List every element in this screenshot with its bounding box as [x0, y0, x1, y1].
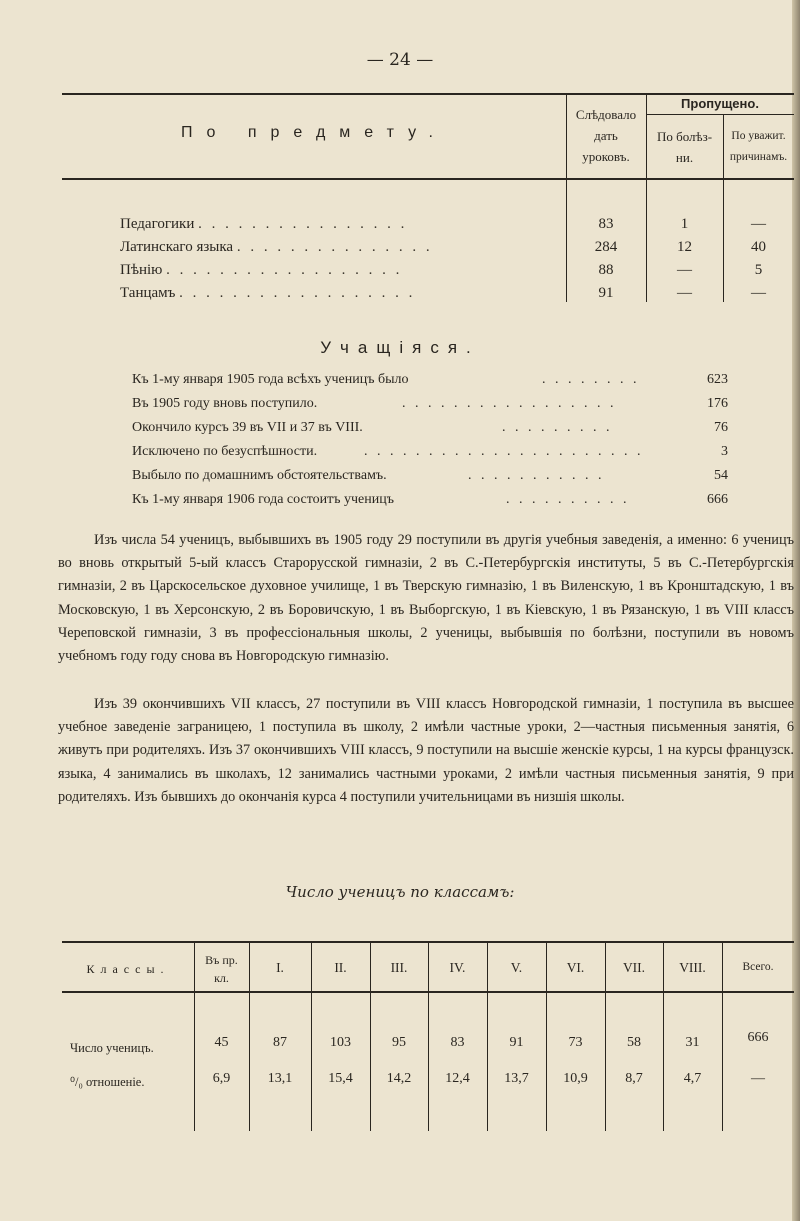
- count-row-label: Число ученицъ.: [70, 1041, 154, 1055]
- valid-value: 40: [751, 239, 766, 255]
- percent-cell: 12,4: [445, 1071, 470, 1086]
- count-cell: 87: [273, 1035, 287, 1050]
- count-cell: 45: [214, 1035, 229, 1050]
- students-title: Учащіяся.: [320, 338, 480, 357]
- subject-column-header: По предмету.: [180, 124, 447, 141]
- col-header-total: Всего.: [742, 961, 774, 973]
- illness-value: —: [677, 285, 692, 301]
- illness-value: —: [677, 262, 692, 278]
- col-header: I.: [276, 960, 284, 975]
- col-header: VI.: [566, 960, 585, 975]
- percent-cell: 13,7: [504, 1071, 529, 1086]
- valid-value: —: [751, 216, 766, 232]
- paragraph-withdrawn: Изъ числа 54 ученицъ, выбывшихъ въ 1905 году 29 поступили въ другія учебныя заведенія, а именно: 6 ученицъ во вновь открытый 5-ый классъ Старорусской гимназіи, 2 въ С.-Петербургскія институты, 5 въ С.-Петербургскія гимназіи, 2 въ Царскосельское духовное училище, 1 въ Тверскую гимназію, 1 въ Виленскую, 1 въ Кронштадскую, 1 въ Московскую, 1 въ Херсонскую, 2 въ Боровичскую, 1 въ Выборгскую, 1 въ Кіевскую, 1 въ Рязанскую, 1 въ VIII классъ Череповской гимназіи, 3 въ профессіональныя школы, 2 ученицы, выбывшія по болѣзни, поступили въ новомъ учебномъ году году снова въ Новгородскую гимназію.: [58, 532, 794, 665]
- col-header: VII.: [622, 960, 646, 975]
- count-cell-total: 666: [747, 1030, 769, 1045]
- valid-value: —: [751, 285, 766, 301]
- count-cell: 103: [330, 1035, 351, 1050]
- table-row: Танцамъ . . . . . . . . . . . . . . . . . .: [120, 285, 416, 301]
- illness-value: 1: [680, 216, 689, 232]
- count-cell: 83: [450, 1035, 465, 1050]
- illness-header: По болѣз- ни.: [656, 129, 713, 165]
- page-number: — 24 —: [366, 50, 434, 70]
- col-header: VIII.: [679, 960, 706, 975]
- table-row: Пѣнію . . . . . . . . . . . . . . . . . .: [120, 262, 403, 278]
- count-cell: 91: [509, 1035, 524, 1050]
- class-table-caption: Число ученицъ по классамъ:: [285, 883, 515, 901]
- illness-value: 12: [677, 239, 692, 255]
- prep-class-header: Въ пр. кл.: [205, 953, 238, 985]
- due-value: 88: [598, 262, 614, 278]
- table-row: Педагогики . . . . . . . . . . . . . . . .: [120, 216, 408, 232]
- paragraph-graduates: Изъ 39 окончившихъ VII классъ, 27 поступили въ VIII классъ Новгородской гимназіи, 1 поступила въ высшее учебное заведеніе заграницею, 1 поступила въ школу, 2 имѣли частные уроки, 2—частныя письменныя занятія, 6 живутъ при родителяхъ. Изъ 37 окончившихъ VIII классъ, 9 поступили на высшіе женскіе курсы, 1 на курсы французск. языка, 4 занимались въ школахъ, 12 занимались частными уроками, 2 имѣли частныя письменныя занятія, 9 при родителяхъ. Изъ бывшихъ до окончанія курса 4 поступили учительницами въ низшія школы.: [58, 696, 794, 805]
- col-header: II.: [334, 960, 347, 975]
- missed-header: Пропущено.: [681, 96, 759, 111]
- count-cell: 31: [685, 1035, 700, 1050]
- percent-cell: 15,4: [328, 1071, 353, 1086]
- count-cell: 73: [568, 1035, 583, 1050]
- due-value: 284: [594, 239, 618, 255]
- due-value: 83: [598, 216, 614, 232]
- table-row: Латинскаго языка . . . . . . . . . . . . . . .: [120, 239, 433, 255]
- percent-cell: 4,7: [683, 1071, 702, 1086]
- due-lessons-header: Слѣдовало дать уроковъ.: [575, 107, 637, 164]
- percent-cell: 10,9: [563, 1071, 588, 1086]
- percent-cell: 14,2: [386, 1071, 412, 1086]
- percent-cell: 13,1: [267, 1071, 293, 1086]
- due-value: 91: [598, 285, 614, 301]
- count-cell: 95: [392, 1035, 406, 1050]
- percent-cell: 8,7: [625, 1071, 643, 1086]
- percent-row-label: ⁰/₀ отношеніе.: [70, 1075, 145, 1089]
- valid-reason-header: По уважит. причинамъ.: [729, 130, 788, 163]
- col-header: IV.: [449, 960, 466, 975]
- count-cell: 58: [627, 1035, 641, 1050]
- col-header: V.: [510, 960, 523, 975]
- percent-cell: 6,9: [212, 1071, 231, 1086]
- valid-value: 5: [754, 262, 763, 278]
- percent-cell-total: —: [751, 1071, 765, 1086]
- col-header: III.: [390, 960, 408, 975]
- classes-header: Классы.: [86, 962, 170, 976]
